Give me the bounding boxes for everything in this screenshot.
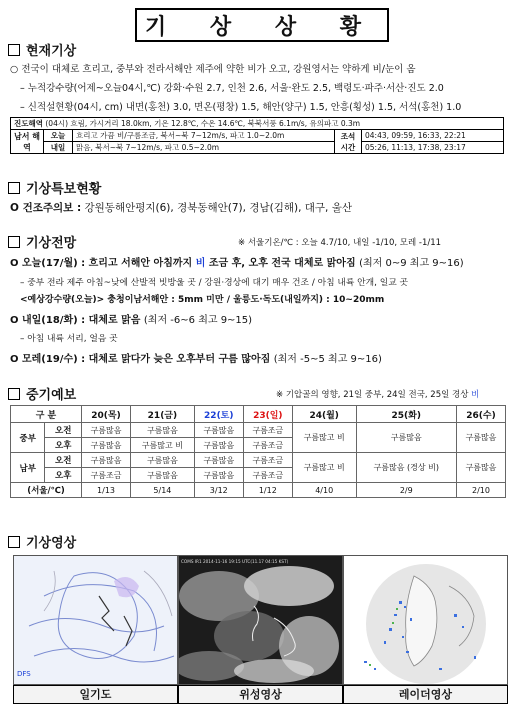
today-marine-forecast: 흐리고 가끔 비/구름조금, 북서~북 7~12m/s, 파고 1.0~2.0m <box>73 130 335 142</box>
today-forecast-text-a: 오늘(17/월) : 흐리고 서해안 아침까지 <box>21 258 196 269</box>
satellite-caption: 위성영상 <box>178 685 343 704</box>
seoul-temp-note: ※ 서울기온/℃ : 오늘 4.7/10, 내일 -1/10, 모레 -1/11 <box>238 238 442 248</box>
pm-label: 오후 <box>45 468 82 483</box>
forecast-cell: 구름많고 비 <box>292 423 356 453</box>
snow-accumulation-text: 신적설현황(04시, cm) 내면(홍천) 3.0, 면온(평창) 1.5, 해안(양구) 1.5, 안흥(횡성) 1.5, 서석(홍천) 1.0 <box>27 102 462 113</box>
weather-map-graphic <box>14 556 177 684</box>
south-label: 남부 <box>11 453 45 483</box>
marine-observation-table <box>10 117 504 154</box>
rain-accumulation-text: 누적강수량(어제~오늘04시,℃) 강화·수원 2.7, 인천 2.6, 서울·완도 2.5, 백령도·파주·서산·진도 2.0 <box>27 83 444 94</box>
tide-tomorrow: 05:26, 11:13, 17:38, 23:17 <box>362 142 504 154</box>
page-title: 기 상 상 황 <box>135 8 389 42</box>
current-weather-title: 현재기상 <box>26 44 77 59</box>
images-heading <box>8 532 76 551</box>
today-forecast <box>10 254 464 269</box>
bold-circle-bullet: O <box>10 258 22 269</box>
today-forecast-rain: 비 <box>195 258 206 269</box>
forecast-cell: 구름많음 <box>194 468 243 483</box>
today-detail-text: 중부 전라 제주 아침~낮에 산발적 빗방울 곳 / 강원·경상에 대기 매우 건조 / 아침 내륙 안개, 일교 곳 <box>27 278 409 288</box>
seoul-temp-row <box>11 483 506 498</box>
warning-heading <box>8 178 101 197</box>
tomorrow-label: 내일 <box>44 142 73 154</box>
forecast-cell: 구름조금 <box>243 438 292 453</box>
forecast-cell: 구름많고 비 <box>131 438 195 453</box>
current-summary <box>10 61 416 75</box>
day-header: 26(수) <box>456 406 505 423</box>
day-header: 21(금) <box>131 406 195 423</box>
expected-rainfall: <예상강수량(오늘)> 충청이남서해안 : 5mm 미만 / 울릉도·독도(내일까지) : 10~20mm <box>20 295 385 305</box>
radar-graphic <box>344 556 507 684</box>
forecast-cell: 구름많고 비 <box>292 453 356 483</box>
pm-label: 오후 <box>45 438 82 453</box>
dry-advisory-label: 건조주의보 : <box>22 202 82 214</box>
forecast-title: 기상전망 <box>26 236 77 251</box>
forecast-cell: 구름많음 <box>131 423 195 438</box>
forecast-cell: 구름많음 (경상 비) <box>356 453 456 483</box>
current-summary-text: 전국이 대체로 흐리고, 중부와 전라서해안 제주에 약한 비가 오고, 강원영서는 약하게 비/눈이 옴 <box>21 64 416 75</box>
central-label: 중부 <box>11 423 45 453</box>
midterm-header-row <box>11 406 506 423</box>
jindo-sea-label: 진도해역 <box>14 119 43 128</box>
satellite-image[interactable] <box>178 555 343 685</box>
current-weather-heading <box>8 40 76 59</box>
day-header: 24(월) <box>292 406 356 423</box>
midterm-title: 중기예보 <box>26 388 77 403</box>
forecast-cell: 구름많음 <box>131 468 195 483</box>
seoul-temp-cell: 1/12 <box>243 483 292 498</box>
radar-caption: 레이더영상 <box>343 685 508 704</box>
square-bullet-icon <box>8 44 20 56</box>
tomorrow-detail-text: 아침 내륙 서리, 얼음 곳 <box>27 334 118 344</box>
tomorrow-marine-forecast: 맑음, 북서~북 7~12m/s, 파고 0.5~2.0m <box>73 142 335 154</box>
midterm-forecast-table <box>10 405 506 498</box>
forecast-cell: 구름많음 <box>456 453 505 483</box>
forecast-cell: 구름조금 <box>243 468 292 483</box>
midterm-note <box>276 388 479 400</box>
jindo-sea-row <box>11 118 504 130</box>
day-header: 20(목) <box>82 406 131 423</box>
circle-bullet-icon: ○ <box>10 64 22 75</box>
dry-advisory-regions: 강원동해안평지(6), 경북동해안(7), 경남(김해), 대구, 울산 <box>84 202 353 214</box>
tomorrow-temp-range: (최저 -6~6 최고 9~15) <box>143 315 253 326</box>
dayafter-forecast-text: 모레(19/수) : 대체로 맑다가 늦은 오후부터 구름 많아짐 <box>21 354 271 365</box>
am-label: 오전 <box>45 423 82 438</box>
tide-label: 조석 시간 <box>335 130 362 154</box>
dash-bullet: – <box>20 83 28 94</box>
images-title: 기상영상 <box>26 536 77 551</box>
day-header: 23(일) <box>243 406 292 423</box>
map-label: DFS <box>17 670 31 678</box>
midterm-heading <box>8 384 76 403</box>
forecast-cell: 구름많음 <box>194 453 243 468</box>
am-label: 오전 <box>45 453 82 468</box>
dash-bullet: – <box>20 334 28 344</box>
forecast-cell: 구름조금 <box>82 468 131 483</box>
satellite-header: COMS IR1 2014-11-16 19:15 UTC(11.17 04:15 KST) <box>181 559 289 564</box>
forecast-cell: 구름많음 <box>194 438 243 453</box>
today-temp-range: (최저 0~9 최고 9~16) <box>359 258 464 269</box>
day-header: 22(토) <box>194 406 243 423</box>
tomorrow-forecast-text: 내일(18/화) : 대체로 맑음 <box>21 315 141 326</box>
southwest-sea-label: 남서 해역 <box>11 130 44 154</box>
forecast-cell: 구름조금 <box>243 453 292 468</box>
square-bullet-icon <box>8 536 20 548</box>
bold-circle-bullet: O <box>10 202 23 214</box>
bold-circle-bullet: O <box>10 354 22 365</box>
today-forecast-text-c: 조금 후, 오후 전국 대체로 맑아짐 <box>205 258 356 269</box>
weather-map-caption: 일기도 <box>13 685 178 704</box>
rain-accumulation <box>20 80 444 94</box>
central-am-row <box>11 423 506 438</box>
seoul-label: (서울/℃) <box>11 483 82 498</box>
forecast-cell: 구름조금 <box>243 423 292 438</box>
dash-bullet: – <box>20 278 28 288</box>
category-header: 구 분 <box>11 406 82 423</box>
midterm-note-rain: 비 <box>471 390 480 400</box>
forecast-cell: 구름많음 <box>456 423 505 453</box>
dry-advisory <box>10 200 352 215</box>
bold-circle-bullet: O <box>10 315 22 326</box>
forecast-cell: 구름많음 <box>194 423 243 438</box>
square-bullet-icon <box>8 388 20 400</box>
square-bullet-icon <box>8 236 20 248</box>
dash-bullet: – <box>20 102 28 113</box>
seoul-temp-cell: 2/10 <box>456 483 505 498</box>
forecast-cell: 구름많음 <box>82 423 131 438</box>
satellite-graphic <box>179 556 342 684</box>
forecast-cell: 구름많음 <box>356 423 456 453</box>
midterm-note-text: ※ 기압골의 영향, 21일 중부, 24일 전국, 25일 경상 <box>276 390 472 400</box>
jindo-sea-text: (04시) 흐림, 가시거리 18.0km, 기온 12.8℃, 수온 14.6℃, 북북서풍 6.1m/s, 유의파고 0.3m <box>45 119 361 128</box>
snow-accumulation <box>20 99 461 113</box>
seoul-temp-cell: 2/9 <box>356 483 456 498</box>
forecast-cell: 구름많음 <box>82 453 131 468</box>
forecast-heading <box>8 232 76 251</box>
forecast-cell: 구름많음 <box>131 453 195 468</box>
seoul-temp-cell: 3/12 <box>194 483 243 498</box>
weather-map-image[interactable] <box>13 555 178 685</box>
forecast-cell: 구름많음 <box>82 438 131 453</box>
seoul-temp-cell: 5/14 <box>131 483 195 498</box>
warning-title: 기상특보현황 <box>26 182 102 197</box>
today-label: 오늘 <box>44 130 73 142</box>
tomorrow-detail <box>20 331 118 344</box>
tomorrow-forecast <box>10 311 252 326</box>
dayafter-forecast <box>10 350 382 365</box>
radar-image[interactable] <box>343 555 508 685</box>
south-am-row <box>11 453 506 468</box>
square-bullet-icon <box>8 182 20 194</box>
dayafter-temp-range: (최저 -5~5 최고 9~16) <box>273 354 382 365</box>
day-header: 25(화) <box>356 406 456 423</box>
today-detail <box>20 275 408 288</box>
seoul-temp-cell: 4/10 <box>292 483 356 498</box>
seoul-temp-cell: 1/13 <box>82 483 131 498</box>
tide-today: 04:43, 09:59, 16:33, 22:21 <box>362 130 504 142</box>
